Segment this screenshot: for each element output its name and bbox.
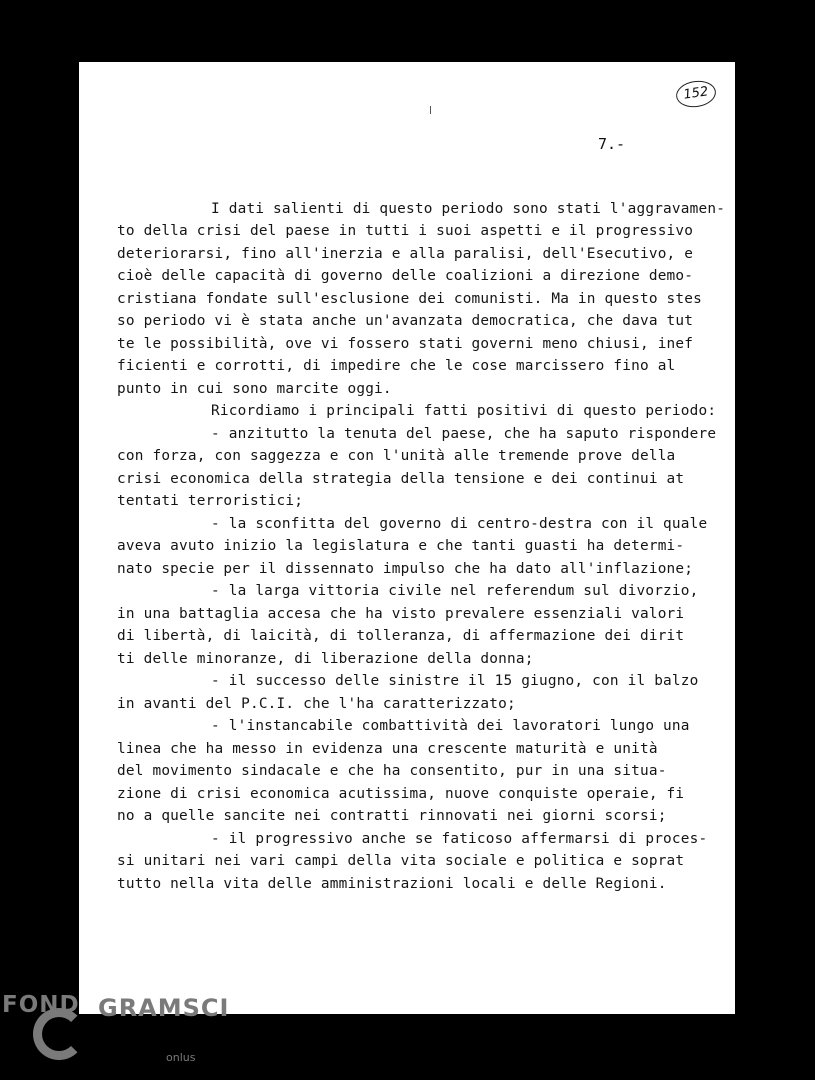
text-line: si unitari nei vari campi della vita sociale e politica e soprat xyxy=(117,853,685,869)
text-line: ti delle minoranze, di liberazione della donna; xyxy=(117,651,534,667)
text-line: te le possibilità, ove vi fossero stati governi meno chiusi, inef xyxy=(117,336,694,352)
page-number: 7.- xyxy=(598,135,626,153)
text-line: to della crisi del paese in tutti i suoi aspetti e il progressivo xyxy=(117,223,694,239)
text-line: nato specie per il dissennato impulso che ha dato all'inflazione; xyxy=(117,561,694,577)
logo-suffix-onlus: onlus xyxy=(166,1051,196,1064)
document-page xyxy=(79,62,735,1014)
text-line: - il successo delle sinistre il 15 giugno, con il balzo xyxy=(211,673,699,689)
text-line: con forza, con saggezza e con l'unità alle tremende prove della xyxy=(117,448,676,464)
stray-mark xyxy=(430,106,431,114)
text-line: cioè delle capacità di governo delle coalizioni a direzione demo- xyxy=(117,268,694,284)
archive-number-stamp: 152 xyxy=(674,78,717,109)
fondazione-gramsci-logo xyxy=(0,990,230,1080)
text-line: in avanti del P.C.I. che l'ha caratterizzato; xyxy=(117,696,516,712)
text-line: in una battaglia accesa che ha visto prevalere essenziali valori xyxy=(117,606,685,622)
text-line: so periodo vi è stata anche un'avanzata democratica, che dava tut xyxy=(117,313,694,329)
text-line: - l'instancabile combattività dei lavoratori lungo una xyxy=(211,718,690,734)
text-line: ficienti e corrotti, di impedire che le cose marcissero fino al xyxy=(117,358,676,374)
text-line: di libertà, di laicità, di tolleranza, di affermazione dei dirit xyxy=(117,628,685,644)
text-line: - il progressivo anche se faticoso affermarsi di proces- xyxy=(211,831,708,847)
text-line: zione di crisi economica acutissima, nuove conquiste operaie, fi xyxy=(117,786,685,802)
text-line: Ricordiamo i principali fatti positivi di questo periodo: xyxy=(211,403,717,419)
text-line: deteriorarsi, fino all'inerzia e alla paralisi, dell'Esecutivo, e xyxy=(117,246,694,262)
text-line: - la sconfitta del governo di centro-destra con il quale xyxy=(211,516,708,532)
text-line: tutto nella vita delle amministrazioni locali e delle Regioni. xyxy=(117,876,667,892)
text-line: punto in cui sono marcite oggi. xyxy=(117,381,392,397)
text-line: del movimento sindacale e che ha consentito, pur in una situa- xyxy=(117,763,667,779)
logo-word-fond: FOND xyxy=(2,992,80,1018)
logo-word-gramsci: GRAMSCI xyxy=(98,994,230,1022)
text-line: linea che ha messo in evidenza una crescente maturità e unità xyxy=(117,741,658,757)
text-line: tentati terroristici; xyxy=(117,493,304,509)
logo-g-mark-icon xyxy=(33,1008,85,1060)
text-line: crisi economica della strategia della tensione e dei continui at xyxy=(117,471,685,487)
text-line: - la larga vittoria civile nel referendum sul divorzio, xyxy=(211,583,699,599)
text-line: I dati salienti di questo periodo sono stati l'aggravamen- xyxy=(211,201,726,217)
text-line: aveva avuto inizio la legislatura e che tanti guasti ha determi- xyxy=(117,538,685,554)
text-line: no a quelle sancite nei contratti rinnovati nei giorni scorsi; xyxy=(117,808,667,824)
text-line: - anzitutto la tenuta del paese, che ha saputo rispondere xyxy=(211,426,717,442)
text-line: cristiana fondate sull'esclusione dei comunisti. Ma in questo stes xyxy=(117,291,703,307)
